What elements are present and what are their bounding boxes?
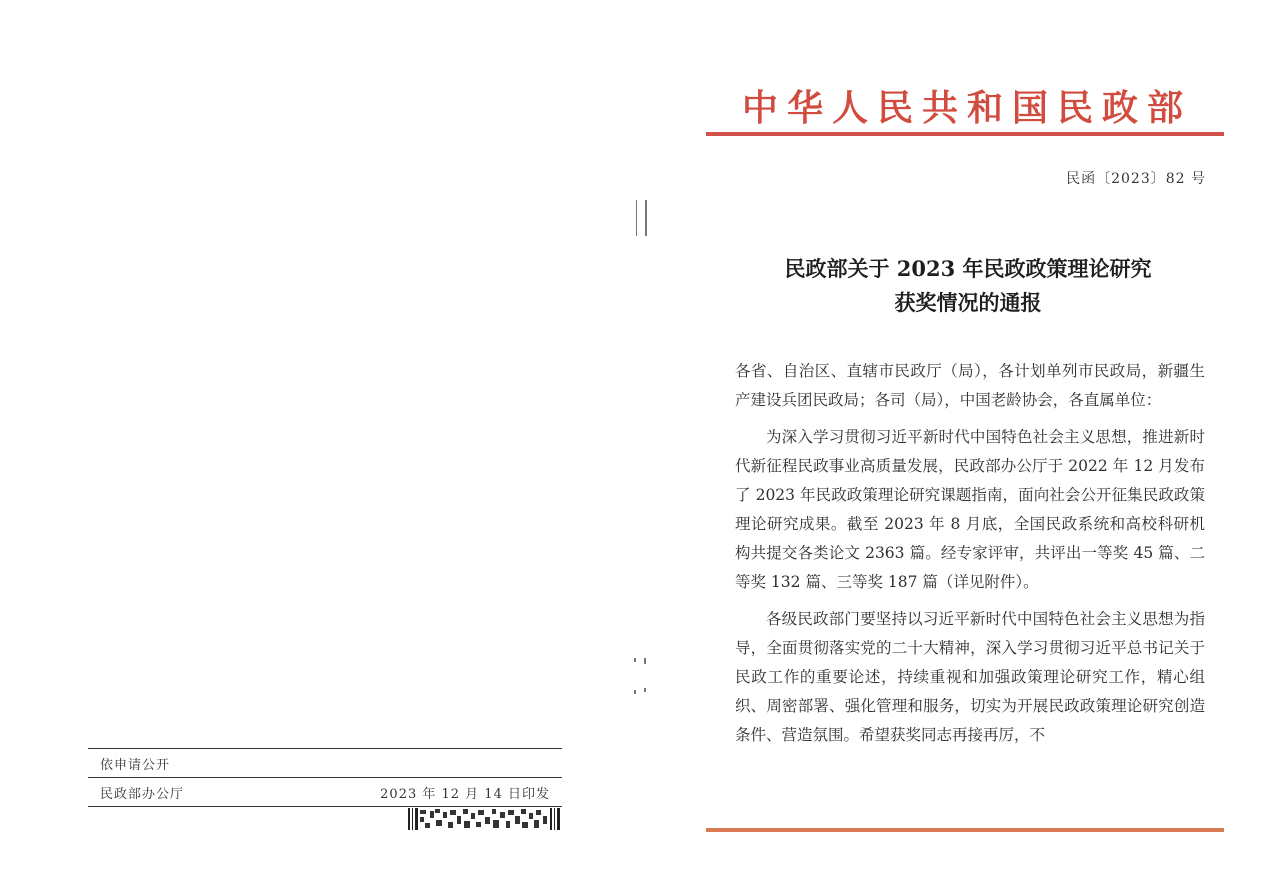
masthead-title: 中华人民共和国民政部 [742,87,1193,129]
disclosure-row [88,749,562,777]
document-title [733,252,1203,320]
issuer-row [88,778,562,806]
title-line-2: 获奖情况的通报 [894,290,1042,315]
issuer-label: 民政部办公厅 [100,786,185,802]
masthead-red-rule [706,132,1224,136]
salutation: 各省、自治区、直辖市民政厅（局），各计划单列市民政局，新疆生产建设兵团民政局；各司（局），中国老龄协会，各直属单位： [735,362,1205,409]
document-body [735,357,1205,758]
barcode-icon [408,808,560,830]
paragraph-1: 为深入学习贯彻习近平新时代中国特色社会主义思想，推进新时代新征程民政事业高质量发展，民政部办公厅于 2022 年 12 月发布了 2023 年民政政策理论研究课题指南，面向社会公开征集民政政策理论研究成果。截至 2023 年 8 月底，全国民政系统和高校科研机构共提交各类论文 2363 篇。经专家评审，共评出一等奖 45 篇、二等奖 132 篇、三等奖 187 篇（详见附件）。 [735,428,1205,591]
title-line-1: 民政部关于 2023 年民政政策理论研究 [784,256,1152,281]
disclosure-label: 依申请公开 [100,757,171,773]
footer-rule-bottom [88,806,562,807]
paragraph-2: 各级民政部门要坚持以习近平新时代中国特色社会主义思想为指导，全面贯彻落实党的二十大精神，深入学习贯彻习近平总书记关于民政工作的重要论述，持续重视和加强政策理论研究工作，精心组织、周密部署、强化管理和服务，切实为开展民政政策理论研究创造条件、营造氛围。希望获奖同志再接再厉，不 [735,610,1205,744]
document-number: 民函〔2023〕82 号 [1066,171,1206,187]
print-info-block [88,748,562,807]
bottom-red-rule [706,828,1224,832]
print-date: 2023 年 12 月 14 日印发 [380,786,550,802]
